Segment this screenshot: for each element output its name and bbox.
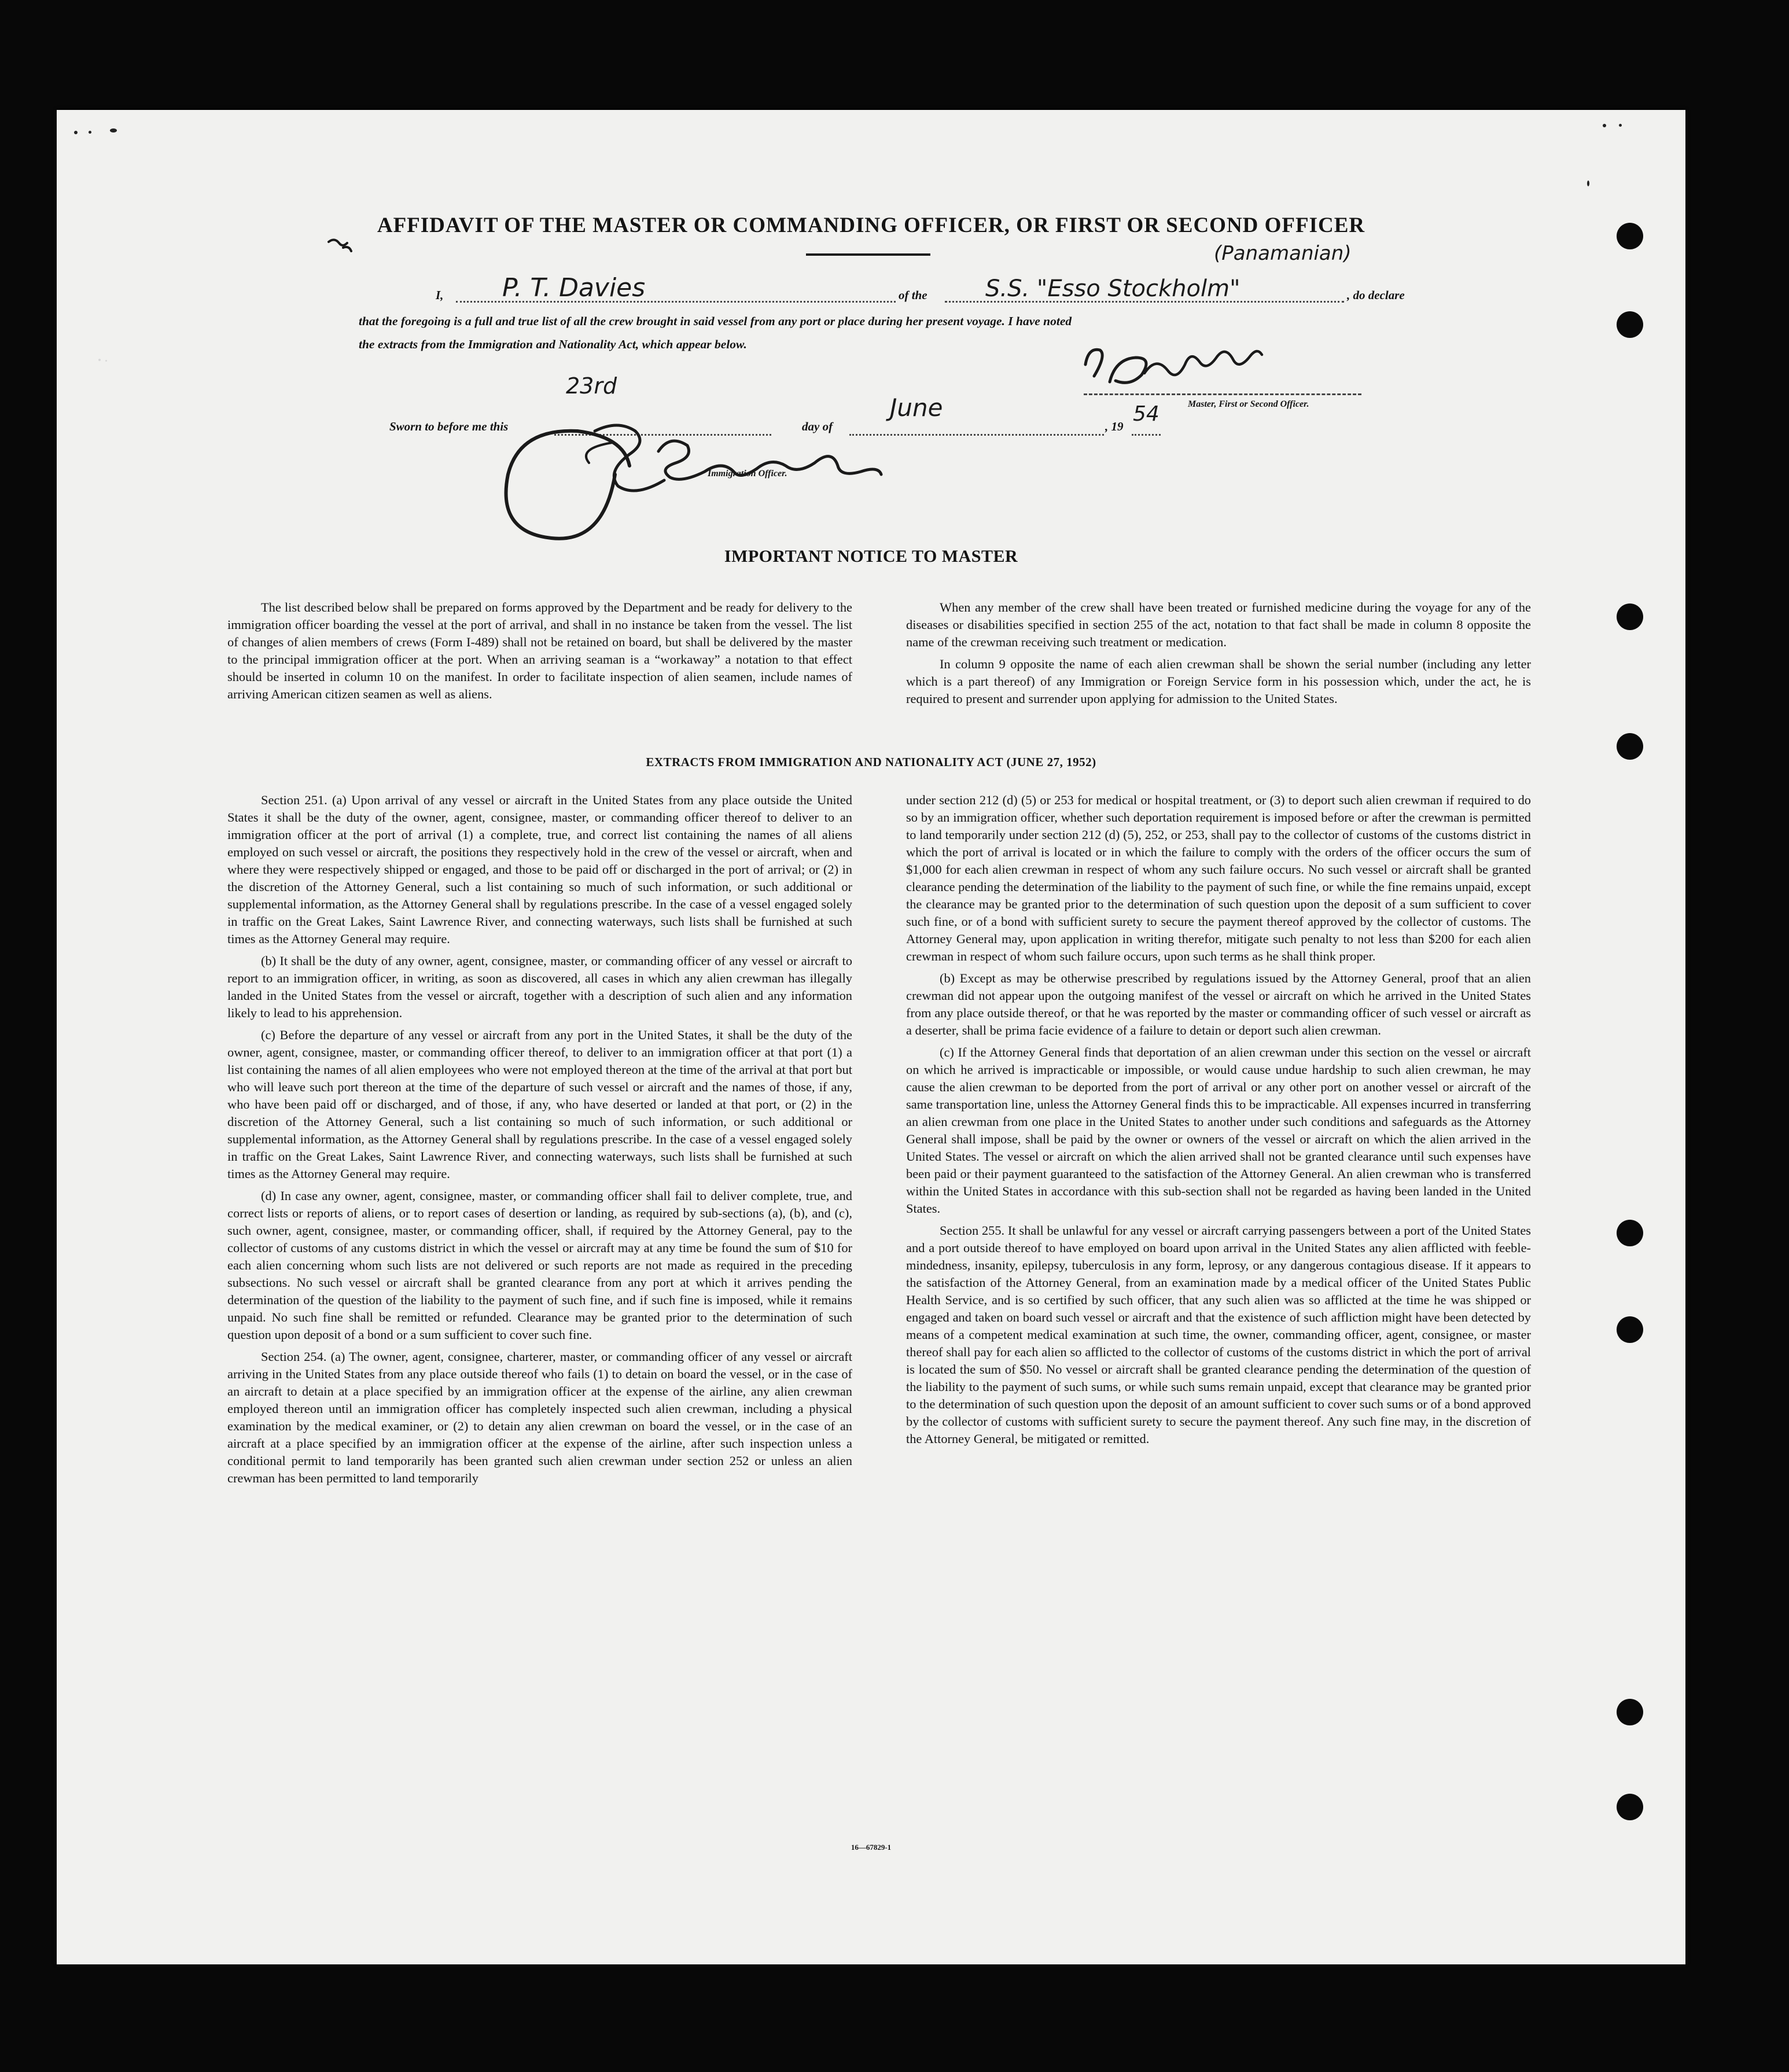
day-handwriting: 23rd xyxy=(566,373,617,399)
officer-signature-stroke xyxy=(586,443,612,463)
extracts-title: EXTRACTS FROM IMMIGRATION AND NATIONALITY ACT (JUNE 27, 1952) xyxy=(646,755,1096,769)
extract-paragraph: under section 212 (d) (5) or 253 for medical or hospital treatment, or (3) to deport such alien crewman if required to do so by an immigration officer, whether such deportation requirement is imposed before or after the crewman is permitted to land temporarily under section 212 (d) (5), 252, or 253, shall pay to the collector of customs of the customs district in which the port of arrival is located or in which the failure to comply with the orders of the officer occurs the sum of $1,000 for each alien crewman in respect of whom any such failure occurs. No such vessel or aircraft shall be granted clearance pending the determination of the liability to the payment of such fine, or while the fine remains unpaid, except the clearance may be granted prior to the determination of such question upon the deposit of a sum sufficient to cover such fine, or of a bond with sufficient surety to secure the payment thereof approved by the collector of customs. The Attorney General may, upon application in writing therefor, mitigate such penalty to not less than $200 for each alien crewman in respect of whom such failure occurs, upon such terms as he shall think proper. xyxy=(906,793,1531,963)
punch-hole xyxy=(1617,311,1643,338)
extract-paragraph: Section 251. (a) Upon arrival of any vessel or aircraft in the United States from any place outside the United States it shall be the duty of the owner, agent, consignee, master, or commanding officer thereof to deliver to an immigration officer at the port of arrival (1) a complete, true, and correct list containing the names of all aliens employed on such vessel or aircraft, the positions they respectively hold in the crew of the vessel or aircraft, when and where they were respectively shipped or engaged, and those to be paid off or discharged in the port of arrival; or (2) in the discretion of the Attorney General, such a list containing so much of such information, or such additional or supplemental information, as the Attorney General shall by regulations prescribe. In the case of a vessel engaged solely in traffic on the Great Lakes, Saint Lawrence River, and connecting waterways, such lists shall be furnished at such times as the Attorney General may require. xyxy=(227,793,852,946)
declaration-statement-1: that the foregoing is a full and true list of all the crew brought in said vessel from any port or place during her present voyage. I have noted xyxy=(359,314,1072,328)
speck xyxy=(1603,124,1606,127)
affidavit-document xyxy=(57,110,1685,1964)
year-prefix: , 19 xyxy=(1105,419,1124,433)
dotted-blank xyxy=(849,434,1104,436)
of-the-label: of the xyxy=(899,288,927,302)
do-declare-label: , do declare xyxy=(1347,288,1405,302)
declarant-handwriting: P. T. Davies xyxy=(502,273,646,303)
extract-paragraph: Section 254. (a) The owner, agent, consignee, charterer, master, or commanding officer of any vessel or aircraft arriving in the United States from any place outside thereof who fails (1) to detain on board the vessel, or in the case of an aircraft to detain at a place specified by an immigration officer at the expense of the airline, any alien crewman employed thereon until an immigration officer has completely inspected such alien crewman, including a physical examination by the medical examiner, or (2) to detain any alien crewman on board the vessel, or in the case of an aircraft at a place specified by an immigration officer at the expense of the airline, after such inspection unless a conditional permit to land temporarily has been granted such alien crewman under section 252 or unless an alien crewman has been permitted to land temporarily xyxy=(227,1349,852,1485)
punch-hole xyxy=(1617,1316,1643,1343)
notice-right-column xyxy=(906,599,1531,712)
notice-left-column xyxy=(227,599,852,708)
speck xyxy=(110,128,117,133)
notice-paragraph: When any member of the crew shall have been treated or furnished medicine during the voyage for any of the diseases or disabilities specified in section 255 of the act, notation to that fact shall be made in column 8 opposite the name of the crewman receiving such treatment or medication. xyxy=(906,600,1531,649)
master-signature-stroke xyxy=(1144,351,1262,375)
form-number: 16—67829-1 xyxy=(851,1843,892,1852)
day-of-label: day of xyxy=(802,419,833,433)
extracts-right-column xyxy=(906,792,1531,1452)
speck xyxy=(74,131,78,134)
notice-paragraph: The list described below shall be prepared on forms approved by the Department and be ready for delivery to the immigration officer boarding the vessel at the port of arrival, and shall in no instance be taken from the vessel. The list of changes of alien members of crews (Form I-489) shall not be retained on board, but shall be delivered by the master to the principal immigration officer at the port. When an arriving seaman is a “workaway” a notation to that effect should be inserted in column 10 on the manifest. In order to facilitate inspection of alien seamen, include names of arriving American citizen seamen as well as aliens. xyxy=(227,600,852,701)
pencil-mark xyxy=(343,247,351,251)
extract-paragraph: Section 255. It shall be unlawful for any vessel or aircraft carrying passengers between a port of the United States and a port outside thereof to have employed on board upon arrival in the United States any alien afflicted with feeble-mindedness, insanity, epilepsy, tuberculosis in any form, leprosy, or any dangerous contagious disease. If it appears to the satisfaction of the Attorney General, from an examination made by a medical officer of the United States Public Health Service, and is so certified by such officer, that any such alien was so afflicted at the time he was shipped or engaged and taken on board such vessel or aircraft and that the existence of such affliction might have been detected by means of a competent medical examination at such time, the owner, commanding officer, agent, consignee, or master thereof shall pay for each alien so afflicted to the collector of customs of the customs district in which the port of arrival is located the sum of $50. No vessel or aircraft shall be granted clearance pending the determination of the question of the liability to the payment of such sums, or while such sums remain unpaid, except that clearance may be granted prior to the determination of such question upon the deposit of an amount sufficient to cover such sums or of a bond approved by the collector of customs with sufficient surety to secure the payment thereof. Any such fine may, in the discretion of the Attorney General, be mitigated or remitted. xyxy=(906,1223,1531,1446)
speck xyxy=(89,131,91,134)
extract-paragraph: (b) Except as may be otherwise prescribed by regulations issued by the Attorney General, proof that an alien crewman did not appear upon the outgoing manifest of the vessel or aircraft on which he arrived in the United States from any place outside thereof, or that he was reported by the master or commanding officer of such vessel or aircraft as a deserter, shall be prima facie evidence of a failure to detain or deport such alien crewman. xyxy=(906,971,1531,1037)
extract-paragraph: (c) If the Attorney General finds that deportation of an alien crewman under this section on the vessel or aircraft on which he arrived is impracticable or impossible, or would cause undue hardship to such alien crewman, he may cause the alien crewman to be deported from the port of arrival or any other port on another vessel or aircraft of the same transportation line, unless the Attorney General finds this to be impracticable. All expenses incurred in transferring an alien crewman from one place in the United States to another under such conditions and safeguards as the Attorney General shall impose, shall be paid by the owner or owners of the vessel or aircraft on which the alien arrived in the United States. The vessel or aircraft on which the alien arrived shall not be granted clearance until such expenses have been paid or their payment guaranteed to the satisfaction of the Attorney General. An alien crewman who is transferred within the United States in accordance with this sub-section shall not be regarded as having been landed in the United States. xyxy=(906,1045,1531,1216)
punch-hole xyxy=(1617,1220,1643,1246)
officer-signature-stroke xyxy=(506,431,630,539)
dotted-blank xyxy=(1132,434,1161,436)
punch-hole xyxy=(1617,1699,1643,1725)
extracts-left-column xyxy=(227,792,852,1492)
declaration-statement-2: the extracts from the Immigration and Nationality Act, which appear below. xyxy=(359,337,747,351)
speck xyxy=(98,359,101,361)
master-signature-line xyxy=(1084,393,1361,395)
speck xyxy=(1619,124,1622,127)
extract-paragraph: (c) Before the departure of any vessel or aircraft from any port in the United States, it shall be the duty of the owner, agent, consignee, master, or commanding officer thereof, to deliver to an immigration officer at that port (1) a list containing the names of all alien employees who were not employed thereon at the time of the arrival at that port but who will leave such port thereon at the time of the departure of such vessel or aircraft and the names of those, if any, who have been paid off or discharged, and of those, if any, who have deserted or landed at that port, or (2) in the discretion of the Attorney General, such a list containing so much of such information, or such additional or supplemental information, as the Attorney General shall by regulations prescribe. In the case of a vessel engaged solely in traffic on the Great Lakes, Saint Lawrence River, and connecting waterways, such lists shall be furnished at such times as the Attorney General may require. xyxy=(227,1028,852,1181)
affidavit-title: AFFIDAVIT OF THE MASTER OR COMMANDING OFFICER, OR FIRST OR SECOND OFFICER xyxy=(377,214,1365,237)
title-divider xyxy=(806,253,930,256)
immigration-officer-caption: Immigration Officer. xyxy=(708,469,787,479)
master-signature-stroke xyxy=(1085,349,1146,382)
pencil-mark xyxy=(329,240,347,245)
extract-paragraph: (b) It shall be the duty of any owner, agent, consignee, master, or commanding officer of any vessel or aircraft to report to an immigration officer, in writing, as soon as discovered, all cases in which any alien crewman has illegally landed in the United States from the vessel or aircraft, together with a description of such alien and any information likely to lead to his apprehension. xyxy=(227,954,852,1020)
dotted-blank xyxy=(554,434,771,436)
notice-title: IMPORTANT NOTICE TO MASTER xyxy=(724,547,1018,566)
vessel-handwriting: S.S. "Esso Stockholm" xyxy=(985,275,1240,302)
speck xyxy=(1587,181,1589,186)
notice-paragraph: In column 9 opposite the name of each alien crewman shall be shown the serial number (including any letter which is a part thereof) of any Immigration or Foreign Service form in his possession which, under the act, he is required to present and surrender upon applying for admission to the United States. xyxy=(906,657,1531,706)
sworn-label: Sworn to before me this xyxy=(389,419,509,433)
master-caption: Master, First or Second Officer. xyxy=(1188,399,1309,409)
i-label: I, xyxy=(436,288,444,302)
punch-hole xyxy=(1617,1794,1643,1820)
vessel-note-handwriting: (Panamanian) xyxy=(1214,242,1352,265)
punch-hole xyxy=(1617,603,1643,630)
year-handwriting: 54 xyxy=(1133,402,1159,426)
extract-paragraph: (d) In case any owner, agent, consignee, master, or commanding officer shall fail to deliver complete, true, and correct lists or reports of aliens, or to report cases of desertion or landing, as required by sub-sections (a), (b), and (c), such owner, agent, consignee, master, or commanding officer, shall, if required by the Attorney General, pay to the collector of customs of any customs district in which the vessel or aircraft may at any time be found the sum of $10 for each alien concerning whom such lists are not delivered or such reports are not made as required in the preceding subsections. No such vessel or aircraft shall be granted clearance from any port at which it arrives pending the determination of the question of the liability to the payment of such fine, and if such fine is imposed, while it remains unpaid. No such fine shall be remitted or refunded. Clearance may be granted prior to the determination of such question upon deposit of a bond or a sum sufficient to cover such fine. xyxy=(227,1188,852,1342)
declaration-line xyxy=(358,242,1460,312)
speck xyxy=(105,360,107,362)
month-handwriting: June xyxy=(890,393,943,422)
